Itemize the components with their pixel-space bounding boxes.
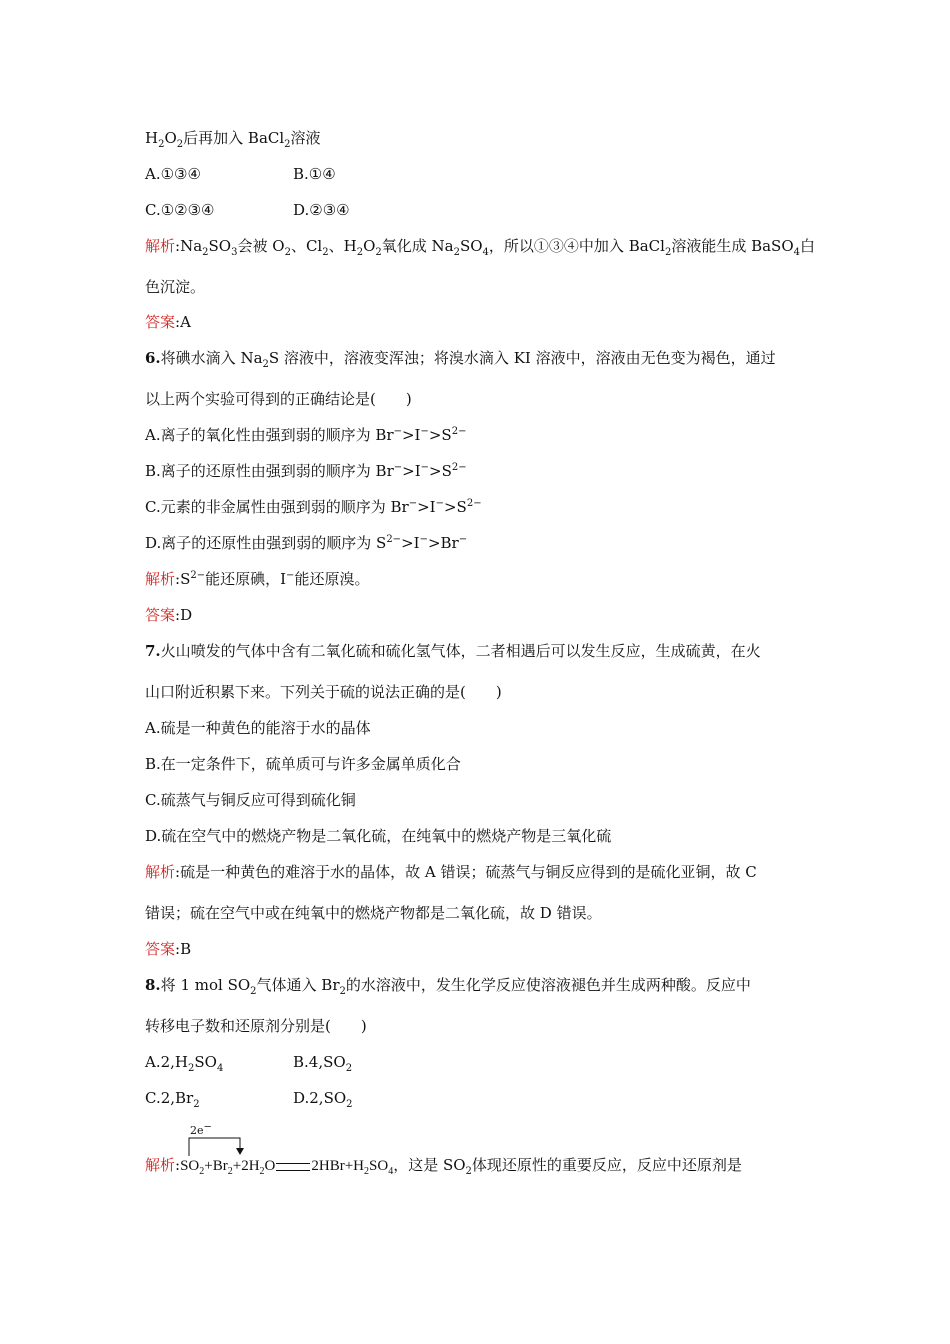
q7-explanation-line1: 解析:硫是一种黄色的难溶于水的晶体，故 A 错误；硫蒸气与铜反应得到的是硫化亚铜，故 C (145, 863, 757, 881)
q6-explanation: 解析$:S^{2-}$能还原碘，I−能还原溴。 (145, 570, 370, 588)
explanation-label: 解析 (145, 237, 176, 255)
answer-label: 答案 (145, 606, 176, 624)
q7-stem-line2: 山口附近积累下来。下列关于硫的说法正确的是( ) (145, 683, 502, 701)
q5-option-c: C.①②③④ (145, 201, 215, 219)
q7-stem-line1: 7.火山喷发的气体中含有二氧化硫和硫化氢气体，二者相遇后可以发生反应，生成硫黄，在火 (145, 642, 761, 660)
equals-sign (276, 1163, 310, 1171)
answer-label: 答案 (145, 940, 176, 958)
q7-option-c: C.硫蒸气与铜反应可得到硫化铜 (145, 791, 356, 809)
q7-answer: 答案:B (145, 940, 192, 958)
q8-stem-line2: 转移电子数和还原剂分别是( ) (145, 1017, 367, 1035)
q8-stem-line1: 8.将 1 mol $SO_2$气体通入 $Br_2$的水溶液中，发生化学反应使溶液褪色并生成两种酸。反应中 (145, 976, 751, 997)
redox-equation: $SO_2+Br_2+2H_2O$ $2HBr+H_2SO_4$ (180, 1158, 394, 1177)
q5-option-d: D.②③④ (293, 201, 350, 219)
q8-option-a: $A.2,H_2SO_4$ (145, 1053, 224, 1074)
explanation-label: 解析 (145, 570, 176, 588)
electron-transfer-label: 2e− (190, 1121, 212, 1137)
q7-option-b: B.在一定条件下，硫单质可与许多金属单质化合 (145, 755, 461, 773)
q5-explanation-line1: 解析$:Na_2SO_3$会被 $O_2$、$Cl_2$、$H_2O_2$氧化成 $Na_2SO_4$，所以①③④中加入 BaCl$_2$溶液能生成 BaSO$_4$白 (145, 237, 816, 258)
q6-option-a: A.离子的氧化性由强到弱的顺序为 $Br^->I^->S^{2-}$ (145, 426, 467, 444)
explanation-label: 解析 (145, 863, 176, 881)
q8-option-c: $C.2,Br_2$ (145, 1089, 200, 1110)
answer-label: 答案 (145, 313, 176, 331)
q5-answer: 答案:A (145, 313, 191, 331)
explanation-label: 解析 (145, 1156, 176, 1174)
q5-tail-line: $H_2O_2$后再加入 BaCl$_2$溶液 (145, 129, 321, 150)
q6-stem-line1: 6.将碘水滴入 $Na_2S$ 溶液中，溶液变浑浊；将溴水滴入 KI 溶液中，溶液由无色变为褐色，通过 (145, 349, 776, 370)
q8-explanation-line1: 解析$:SO_2+Br_2+2H_2O$ $2HBr+H_2SO_4$，这是 $SO_2$体现还原性的重要反应，反应中还原剂是 (145, 1156, 742, 1177)
q7-option-d: D.硫在空气中的燃烧产物是二氧化硫，在纯氧中的燃烧产物是三氧化硫 (145, 827, 612, 845)
q7-option-a: A.硫是一种黄色的能溶于水的晶体 (145, 719, 371, 737)
q6-option-b: B.离子的还原性由强到弱的顺序为 $Br^->I^->S^{2-}$ (145, 462, 467, 480)
q6-option-c: C.元素的非金属性由强到弱的顺序为 $Br^->I^->S^{2-}$ (145, 498, 482, 516)
q6-stem-line2: 以上两个实验可得到的正确结论是( ) (145, 390, 412, 408)
q6-answer: 答案:D (145, 606, 193, 624)
q5-option-b: B.①④ (293, 165, 336, 183)
q5-option-a: A.①③④ (145, 165, 201, 183)
q7-explanation-line2: 错误；硫在空气中或在纯氧中的燃烧产物都是二氧化硫，故 D 错误。 (145, 904, 602, 922)
q5-explanation-line2: 色沉淀。 (145, 278, 206, 296)
q6-option-d: D.离子的还原性由强到弱的顺序为 $S^{2-}>I^->Br^-$ (145, 534, 468, 552)
q8-option-d: $D.2,SO_2$ (293, 1089, 353, 1110)
q8-option-b: $B.4,SO_2$ (293, 1053, 353, 1074)
